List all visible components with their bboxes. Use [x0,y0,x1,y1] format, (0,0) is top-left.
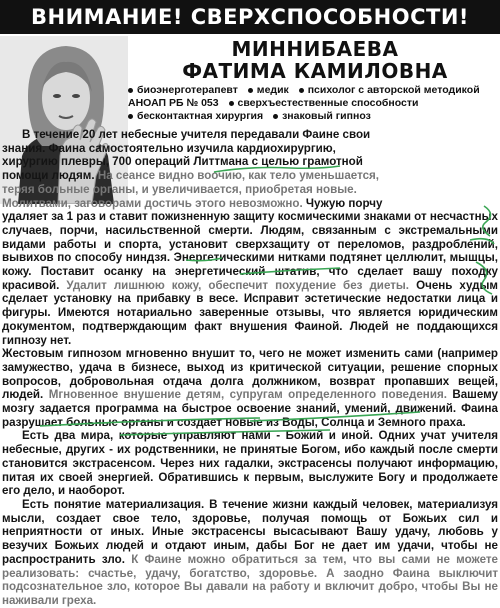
article-paragraph: Есть два мира, которые управляют нами - Божий и иной. Одних учат учителя небесные, других - их родственники, не принятые Богом, ибо каждый после смерти становится экстрасенсом. Через них гадалки, экстрасенсы получают информацию, питая их своей энергией. Обратившись к первым, выслужите Богу и продолжаете его дело, и наоборот. [2,429,498,498]
credentials-row [128,84,500,97]
article-line: Молитвами, заговорами достичь этого невозможно. Чужую порчу [2,196,383,210]
credential-item: АНОАП РБ № 053 [128,97,219,109]
bullet-icon [229,101,234,106]
highlight-text: Удалит лишнюю кожу, обеспечит похудение без диеты. [66,278,410,292]
person-name [132,38,498,82]
credential-item: знаковый гипноз [273,110,371,122]
credentials-row [128,110,500,123]
credential-item: медик [248,84,289,96]
article-line: В течение 20 лет небесные учителя передавали Фаине свои [22,128,371,141]
bullet-icon [299,88,304,93]
credential-item: бесконтактная хирургия [128,110,263,122]
article-line: теряя больные органы, и увеличивается, приобретая новые. [2,182,357,196]
article-line: хирургию плевры, 700 операций Литтмана с целью грамотной [2,155,363,169]
article-body [2,128,498,608]
bullet-icon [248,88,253,93]
highlight-text: На сеансе видно воочию, как тело уменьшается, [97,169,380,183]
highlight-text: К Фаине можно обратиться за тем, что вы сами не можете реализовать: счастье, удачу, богатство, здоровье. А заодно Фаина выключит подсознательное зло, которое Вы давали на работу и включит добро, чтобы Вы не наживали греха. [2,552,498,607]
page-banner-title: ВНИМАНИЕ! СВЕРХСПОСОБНОСТИ! [0,0,500,34]
credentials-list [128,84,500,123]
bullet-icon [273,114,278,119]
article-paragraph: удаляет за 1 раз и ставит пожизненную защиту космическими знаками от несчастных случаев, порчи, насильственной смерти. Людям, связанным с экстремальными видами работы и спорта, установит сверхзащиту от переломов, раздроблений, вывихов по способу ниндзя. Энергетическими нитками подтянет целлюлит, мышцы, кожу. Поставит осанку на энергетический штатив, что сделает вашу походку красивой. Удалит лишнюю кожу, обеспечит похудение без диеты. Очень худым сделает установку на прибавку в весе. Исправит эстетические недостатки лица и фигуры. Имеются нотариально заверенные отзывы, что является юридическим документом, подтверждающим факт внушения Фаиной. Людей не поддающихся гипнозу нет. [2,210,498,347]
article-line: знания. Фаина самостоятельно изучила кардиохирургию, [2,141,336,155]
article-paragraph: Есть понятие материализация. В течение жизни каждый человек, материализуя мысли, создает свое тело, здоровье, получая помощь от Божьих сил и неприятности от иных. Иные экстрасенсы высасывают Вашу удачу, любовь у везучих Божьих людей и отдают иным, дабы Бог не дает им удачи, чтобы не распространить зло. К Фаине можно обратиться за тем, что вы сами не можете реализовать: счастье, удачу, богатство, здоровье. А заодно Фаина выключит подсознательное зло, которое Вы давали на работу и включит добро, чтобы Вы не наживали греха. [2,497,498,607]
credentials-row [128,97,500,110]
highlight-text: Молитвами, заговорами достичь этого невозможно. [2,196,303,210]
article-paragraph: Жестовым гипнозом мгновенно внушит то, чего не может изменить сами (например замужество, удача в бизнесе, выход из критической ситуации, решение спорных вопросов, добровольная отдача долга должником, возврат пропавших вещей, людей. Мгновенное внушение детям, супругам определенного поведения. Вашему мозгу задается программа на быстрое освоение знаний, умений, движений. Фаина разрушает больные органы и создает новые из Воды, Солнца и Земного праха. [2,347,499,429]
bullet-icon [128,114,133,119]
credential-item: психолог с авторской методикой [299,84,480,96]
bullet-icon [128,88,133,93]
credential-item: сверхъестественные способности [229,97,419,109]
person-surname: МИННИБАЕВА [231,37,399,61]
credential-item: биоэнерготерапевт [128,84,238,96]
person-given-names: ФАТИМА КАМИЛОВНА [182,59,448,83]
highlight-text: Мгновенное внушение детям, супругам определенного поведения. [48,388,447,402]
article-line: помощи людям. На сеансе видно воочию, как тело уменьшается, [2,169,380,183]
